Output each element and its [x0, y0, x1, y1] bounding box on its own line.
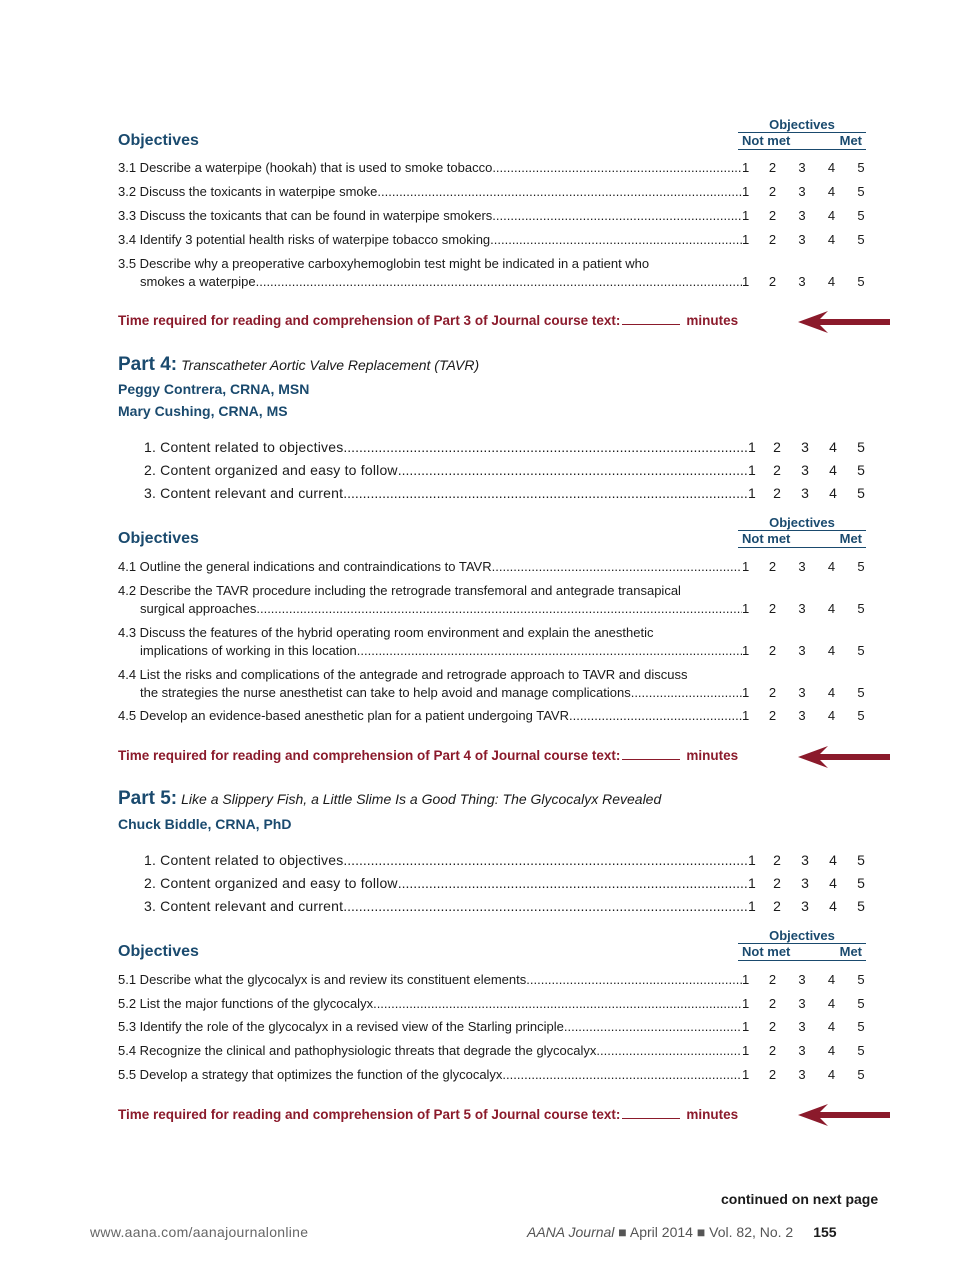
rating-scale: 1 2 3 4 5 — [748, 852, 865, 868]
rating-header-part3 — [738, 118, 866, 150]
evaluation-item[interactable]: 2. Content organized and easy to follow ..... 1 2 3 4 5 — [144, 460, 868, 480]
author-1: Chuck Biddle, CRNA, PhD — [118, 816, 292, 832]
objective-3-2[interactable]: 3.2 Discuss the toxicants in waterpipe smoke. ..... 1 2 3 4 5 — [118, 183, 868, 201]
minutes-input[interactable] — [622, 747, 680, 760]
met-label: Met — [839, 133, 862, 148]
rating-scale: 1 2 3 4 5 — [748, 875, 865, 891]
issue-info: ■ April 2014 ■ Vol. 82, No. 2 — [614, 1224, 794, 1240]
rating-scale: 1 2 3 4 5 — [742, 1019, 865, 1034]
rating-scale[interactable]: 1 2 3 4 5 — [742, 208, 865, 223]
rating-scale[interactable]: 1 2 3 4 5 — [742, 184, 865, 199]
objective-5-4[interactable]: 5.4 Recognize the clinical and pathophysiologic threats that degrade the glycocalyx. ..... 1 2 3 4 5 — [118, 1042, 868, 1060]
rating-scale: 1 2 3 4 5 — [742, 559, 865, 574]
evaluation-item[interactable]: 3. Content relevant and current ..... 1 2 3 4 5 — [144, 483, 868, 503]
objective-4-2[interactable]: 4.2 Describe the TAVR procedure including the retrograde transfemoral and antegrade transapical surgical approaches. ..... 1 2 3 4 5 — [118, 582, 868, 618]
footer-website[interactable]: www.aana.com/aanajournalonline — [90, 1224, 309, 1240]
part5-heading: Part 5: Like a Slippery Fish, a Little Slime Is a Good Thing: The Glycocalyx Revealed — [118, 788, 662, 809]
author-1: Peggy Contrera, CRNA, MSN — [118, 381, 310, 397]
time-required-part5: Time required for reading and comprehension of Part 5 of Journal course text: minutes — [118, 1107, 739, 1122]
rating-scale: 1 2 3 4 5 — [742, 972, 865, 987]
rating-scale: 1 2 3 4 5 — [748, 485, 865, 501]
rating-scale: 1 2 3 4 5 — [742, 1043, 865, 1058]
rating-scale: 1 2 3 4 5 — [742, 601, 865, 616]
page-number: 155 — [813, 1224, 837, 1240]
rating-scale[interactable]: 1 2 3 4 5 — [742, 232, 865, 247]
arrow-left-icon — [798, 309, 890, 335]
objective-4-3[interactable]: 4.3 Discuss the features of the hybrid operating room environment and explain the anesthetic implications of working in this location. ..... 1 2 3 4 5 — [118, 624, 868, 660]
part4-heading: Part 4: Transcatheter Aortic Valve Replacement (TAVR) — [118, 354, 480, 375]
rating-scale: 1 2 3 4 5 — [748, 439, 865, 455]
minutes-input[interactable] — [622, 312, 680, 325]
evaluation-item[interactable]: 3. Content relevant and current ..... 1 2 3 4 5 — [144, 896, 868, 916]
author-2: Mary Cushing, CRNA, MS — [118, 403, 288, 419]
not-met-label: Not met — [742, 133, 791, 148]
arrow-left-icon — [798, 744, 890, 770]
time-required-part4: Time required for reading and comprehension of Part 4 of Journal course text: minutes — [118, 748, 739, 763]
rating-scale: 1 2 3 4 5 — [742, 996, 865, 1011]
objective-5-3[interactable]: 5.3 Identify the role of the glycocalyx in a revised view of the Starling principle. ..... 1 2 3 4 5 — [118, 1018, 868, 1036]
objective-4-1[interactable]: 4.1 Outline the general indications and contraindications to TAVR. ..... 1 2 3 4 5 — [118, 558, 868, 576]
evaluation-item[interactable]: 1. Content related to objectives ..... 1 2 3 4 5 — [144, 437, 868, 457]
rating-scale: 1 2 3 4 5 — [742, 1067, 865, 1082]
evaluation-item[interactable]: 2. Content organized and easy to follow ..... 1 2 3 4 5 — [144, 873, 868, 893]
footer-journal-info — [527, 1224, 837, 1240]
rating-scale: 1 2 3 4 5 — [748, 898, 865, 914]
objective-3-5[interactable]: 3.5 Describe why a preoperative carboxyhemoglobin test might be indicated in a patient who smokes a waterpipe..... ..... 1 2 3 4 5 — [118, 255, 868, 291]
rating-header-part5: Objectives Not met Met — [738, 929, 866, 961]
rating-scale[interactable]: 1 2 3 4 5 — [742, 160, 865, 175]
rating-scale: 1 2 3 4 5 — [742, 643, 865, 658]
objective-3-3[interactable]: 3.3 Discuss the toxicants that can be found in waterpipe smokers. ..... 1 2 3 4 5 — [118, 207, 868, 225]
arrow-left-icon — [798, 1102, 890, 1128]
objective-3-4[interactable]: 3.4 Identify 3 potential health risks of waterpipe tobacco smoking..... ..... 1 2 3 4 5 — [118, 231, 868, 249]
objectives-heading-part3: Objectives — [118, 132, 199, 149]
time-required-part3: Time required for reading and comprehension of Part 3 of Journal course text: minutes — [118, 313, 739, 328]
objective-5-5[interactable]: 5.5 Develop a strategy that optimizes the function of the glycocalyx. ..... 1 2 3 4 5 — [118, 1066, 868, 1084]
objective-4-4[interactable]: 4.4 List the risks and complications of the antegrade and retrograde approach to TAVR and discuss the strategies the nurse anesthetist can take to help avoid and manage complications. ..... 1 2 3 4 5 — [118, 666, 868, 702]
continued-note: continued on next page — [721, 1191, 879, 1207]
objectives-heading-part4: Objectives — [118, 530, 199, 547]
minutes-input[interactable] — [622, 1106, 680, 1119]
objective-3-1[interactable]: 3.1 Describe a waterpipe (hookah) that is used to smoke tobacco..... ..... 1 2 3 4 5 — [118, 159, 868, 177]
rating-header-title: Objectives — [738, 118, 866, 133]
journal-name: AANA Journal — [527, 1224, 615, 1240]
evaluation-item[interactable]: 1. Content related to objectives ..... 1 2 3 4 5 — [144, 850, 868, 870]
rating-scale[interactable]: 1 2 3 4 5 — [742, 274, 865, 289]
objectives-heading-part5: Objectives — [118, 943, 199, 960]
rating-scale: 1 2 3 4 5 — [748, 462, 865, 478]
objective-5-1[interactable]: 5.1 Describe what the glycocalyx is and review its constituent elements. ..... 1 2 3 4 5 — [118, 971, 868, 989]
objective-4-5[interactable]: 4.5 Develop an evidence-based anesthetic plan for a patient undergoing TAVR. ..... 1 2 3 4 5 — [118, 707, 868, 725]
rating-scale: 1 2 3 4 5 — [742, 685, 865, 700]
rating-header-part4: Objectives Not met Met — [738, 516, 866, 548]
objective-5-2[interactable]: 5.2 List the major functions of the glycocalyx. ..... 1 2 3 4 5 — [118, 995, 868, 1013]
rating-scale: 1 2 3 4 5 — [742, 708, 865, 723]
